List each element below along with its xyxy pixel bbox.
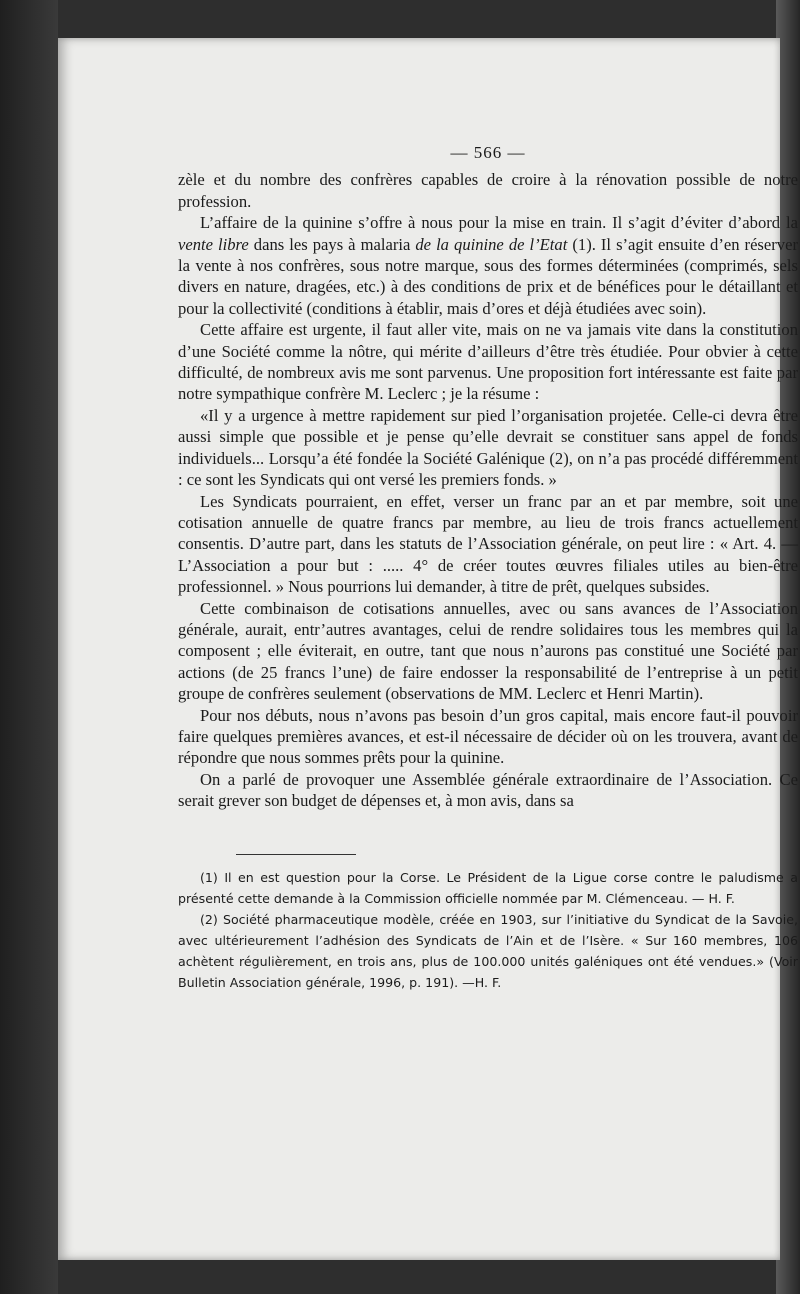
paragraph-3: Cette affaire est urgente, il faut aller vite, mais on ne va jamais vite dans la constitution d’une Société comme la nôtre, qui mérite d’ailleurs d’être très étudiée. Pour obvier à cette difficulté, de nombreux avis me sont parvenus. Une proposition fort intéressante est faite par notre sympathique confrère M. Leclerc ; je la résume : <box>178 320 798 404</box>
paragraph-2 <box>178 212 798 319</box>
footnote-2: (2) Société pharmaceutique modèle, créée en 1903, sur l’initiative du Syndicat de la Savoie, avec ultérieurement l’adhésion des Syndicats de l’Ain et de l’Isère. « Sur 160 membres, 106 achètent régulièrement, en trois ans, plus de 100.000 unités galéniques ont été vendues.» (Voir Bulletin Association générale, 1996, p. 191). —H. F. <box>178 911 798 990</box>
paragraph-1: zèle et du nombre des confrères capables de croire à la rénovation possible de notre profession. <box>178 170 798 211</box>
footnote-1: (1) Il en est question pour la Corse. Le Président de la Ligue corse contre le paludisme a présenté cette demande à la Commission officielle nommée par M. Clémenceau. — H. F. <box>178 869 798 906</box>
quinine-etat-emphasis: de la quinine de l’Etat <box>415 234 568 254</box>
page-number: — 566 — <box>450 143 526 162</box>
paragraph-8: On a parlé de provoquer une Assemblée générale extraordinaire de l’Association. Ce serait grever son budget de dépenses et, à mon avis, dans sa <box>178 769 798 811</box>
paragraph-5: Les Syndicats pourraient, en effet, verser un franc par an et par membre, soit une cotisation annuelle de quatre francs par membre, au lieu de trois francs actuellement consentis. D’autre part, dans les statuts de l’Association générale, on peut lire : « Art. 4. — L’Association a pour but : ..... 4° de créer toutes œuvres filiales utiles au bien-être professionnel. » Nous pourrions lui demander, à titre de prêt, quelques subsides. <box>178 491 798 597</box>
footnotes <box>178 867 798 993</box>
vente-libre-emphasis: vente libre <box>178 234 249 254</box>
paragraph-2-part-5: (1). Il s’agit ensuite d’en réserver la vente à nos confrères, sous notre marque, sous des formes déterminées (comprimés, sels divers en nature, dragées, etc.) à des conditions de prix et de bénéfices pour le détaillant et pour la collectivité (conditions à établir, mais d’ores et déjà étudiées avec soin). <box>178 234 798 318</box>
footnote-divider <box>236 854 356 855</box>
paragraph-6: Cette combinaison de cotisations annuelles, avec ou sans avances de l’Association générale, aurait, entr’autres avantages, celui de rendre solidaires tous les membres qui la composent ; elle éviterait, en outre, tant que nous n’aurons pas constitué une Société par actions (de 25 francs l’une) de faire endosser la responsabilité de l’entreprise à un petit groupe de confrères seulement (observations de MM. Leclerc et Henri Martin). <box>178 598 798 704</box>
quoted-paragraph: «Il y a urgence à mettre rapidement sur pied l’organisation projetée. Celle-ci devra être aussi simple que possible et je pense qu’elle devrait se constituer sans appel de fonds individuels... Lorsqu’a été fondée la Société Galénique (2), on n’a pas procédé différemment : ce sont les Syndicats qui ont versé les premiers fonds. » <box>178 405 798 490</box>
page-content <box>178 142 798 993</box>
paragraph-7: Pour nos débuts, nous n’avons pas besoin d’un gros capital, mais encore faut-il pouvoir faire quelques premières avances, et est-il nécessaire de décider où on les trouvera, avant de répondre que nous sommes prêts pour la quinine. <box>178 705 798 768</box>
paragraph-2-part-1: L’affaire de la quinine s’offre à nous pour la mise en train. Il s’agit d’éviter d’abord la <box>200 213 798 233</box>
scan-left-margin <box>0 0 58 1294</box>
document-page <box>58 38 798 1260</box>
paragraph-2-part-3: dans les pays à malaria <box>248 234 416 254</box>
